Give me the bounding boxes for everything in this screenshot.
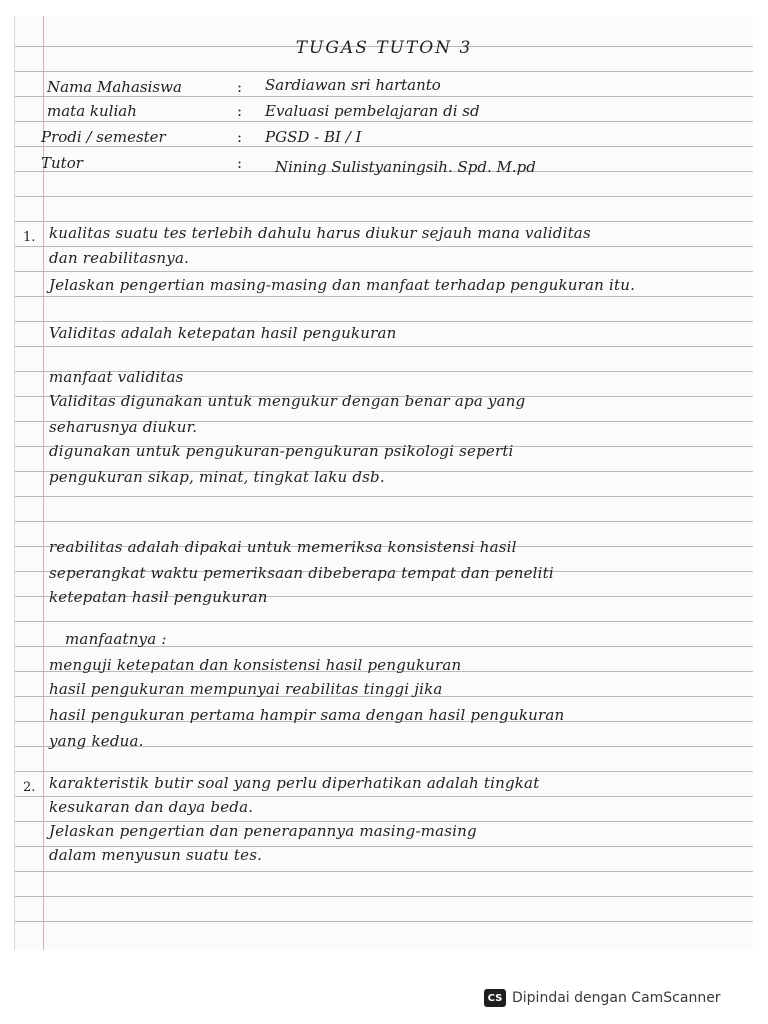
- answer-reliability-line: reabilitas adalah dipakai untuk memeriksa konsistensi hasil: [49, 538, 517, 556]
- ruled-line: [15, 246, 753, 247]
- question-1-line: Jelaskan pengertian masing-masing dan manfaat terhadap pengukuran itu.: [49, 276, 636, 294]
- ruled-line: [15, 871, 753, 872]
- answer-benefit-line: menguji ketepatan dan konsistensi hasil pengukuran: [49, 656, 462, 674]
- ruled-line: [15, 96, 753, 97]
- camscanner-watermark: [484, 985, 721, 1011]
- header-value-name: Sardiawan sri hartanto: [265, 76, 441, 94]
- header-colon: :: [237, 78, 243, 96]
- ruled-line: [15, 121, 753, 122]
- ruled-line: [15, 346, 753, 347]
- header-colon: :: [237, 128, 243, 146]
- ruled-line: [15, 771, 753, 772]
- answer-validity-line: Validitas digunakan untuk mengukur dengan benar apa yang: [49, 392, 526, 410]
- question-2-line: karakteristik butir soal yang perlu diperhatikan adalah tingkat: [49, 774, 540, 792]
- ruled-line: [15, 321, 753, 322]
- ruled-line: [15, 621, 753, 622]
- ruled-line: [15, 71, 753, 72]
- header-colon: :: [237, 102, 243, 120]
- answer-benefit-line: hasil pengukuran pertama hampir sama dengan hasil pengukuran: [49, 706, 565, 724]
- ruled-line: [15, 796, 753, 797]
- header-colon: :: [237, 154, 243, 172]
- ruled-line: [15, 921, 753, 922]
- header-label-course: mata kuliah: [47, 102, 137, 120]
- header-value-course: Evaluasi pembelajaran di sd: [265, 102, 480, 120]
- question-number-1: 1.: [23, 230, 36, 245]
- answer-validity-line: Validitas adalah ketepatan hasil pengukuran: [49, 324, 397, 342]
- answer-benefit-line: manfaatnya :: [65, 630, 167, 648]
- answer-benefit-line: yang kedua.: [49, 732, 144, 750]
- notebook-page: [14, 16, 753, 950]
- ruled-line: [15, 146, 753, 147]
- camscanner-logo-icon: CS: [484, 989, 506, 1007]
- question-2-line: Jelaskan pengertian dan penerapannya masing-masing: [49, 822, 477, 840]
- answer-benefit-line: hasil pengukuran mempunyai reabilitas tinggi jika: [49, 680, 443, 698]
- header-label-tutor: Tutor: [41, 154, 83, 172]
- question-2-line: dalam menyusun suatu tes.: [49, 846, 263, 864]
- ruled-line: [15, 196, 753, 197]
- header-value-tutor: Nining Sulistyaningsih. Spd. M.pd: [275, 158, 536, 176]
- ruled-line: [15, 496, 753, 497]
- answer-validity-line: digunakan untuk pengukuran-pengukuran psikologi seperti: [49, 442, 514, 460]
- header-value-program: PGSD - BI / I: [265, 128, 362, 146]
- page-title: TUGAS TUTON 3: [295, 38, 473, 58]
- question-1-line: kualitas suatu tes terlebih dahulu harus diukur sejauh mana validitas: [49, 224, 591, 242]
- ruled-line: [15, 221, 753, 222]
- camscanner-label: Dipindai dengan CamScanner: [512, 990, 721, 1006]
- question-2-line: kesukaran dan daya beda.: [49, 798, 254, 816]
- answer-reliability-line: seperangkat waktu pemeriksaan dibeberapa tempat dan peneliti: [49, 564, 554, 582]
- header-label-program: Prodi / semester: [41, 128, 166, 146]
- header-label-name: Nama Mahasiswa: [47, 78, 182, 96]
- answer-validity-line: seharusnya diukur.: [49, 418, 198, 436]
- ruled-line: [15, 896, 753, 897]
- answer-validity-line: manfaat validitas: [49, 368, 184, 386]
- question-1-line: dan reabilitasnya.: [49, 249, 190, 267]
- ruled-line: [15, 521, 753, 522]
- ruled-line: [15, 296, 753, 297]
- question-number-2: 2.: [23, 780, 36, 795]
- answer-validity-line: pengukuran sikap, minat, tingkat laku dsb.: [49, 468, 385, 486]
- ruled-line: [15, 271, 753, 272]
- answer-reliability-line: ketepatan hasil pengukuran: [49, 588, 268, 606]
